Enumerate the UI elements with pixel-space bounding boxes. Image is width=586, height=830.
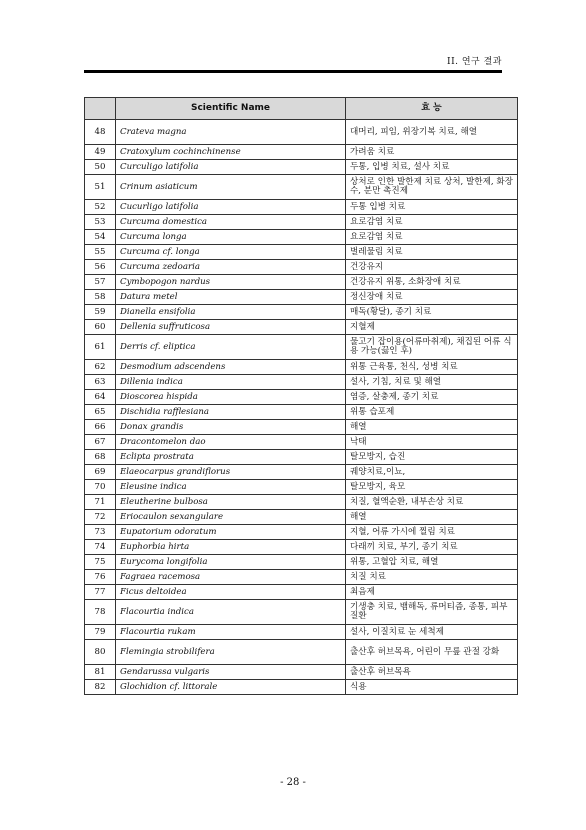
table-row bbox=[85, 390, 518, 405]
row-number: 80 bbox=[85, 640, 116, 665]
scientific-name: Datura metel bbox=[116, 290, 346, 305]
effect: 식용 bbox=[346, 680, 518, 695]
scientific-name: Dellenia suffruticosa bbox=[116, 320, 346, 335]
scientific-name: Flacourtia indica bbox=[116, 600, 346, 625]
row-number: 78 bbox=[85, 600, 116, 625]
table-row bbox=[85, 450, 518, 465]
effect: 위통 습포제 bbox=[346, 405, 518, 420]
scientific-name: Dillenia indica bbox=[116, 375, 346, 390]
row-number: 75 bbox=[85, 555, 116, 570]
effect: 지혈, 어류 가시에 찔림 치료 bbox=[346, 525, 518, 540]
effect: 지혈제 bbox=[346, 320, 518, 335]
effect: 설사, 기침, 치료 및 해열 bbox=[346, 375, 518, 390]
row-number: 60 bbox=[85, 320, 116, 335]
effect: 해열 bbox=[346, 420, 518, 435]
scientific-name: Flacourtia rukam bbox=[116, 625, 346, 640]
table-row bbox=[85, 245, 518, 260]
table-row bbox=[85, 600, 518, 625]
header-rule bbox=[84, 70, 502, 73]
table-row bbox=[85, 495, 518, 510]
col-header-effect: 효 능 bbox=[346, 98, 518, 120]
table-row bbox=[85, 215, 518, 230]
scientific-name: Eleutherine bulbosa bbox=[116, 495, 346, 510]
row-number: 79 bbox=[85, 625, 116, 640]
effect: 매독(황달), 종기 치료 bbox=[346, 305, 518, 320]
table-row bbox=[85, 510, 518, 525]
row-number: 50 bbox=[85, 160, 116, 175]
scientific-name: Fagraea racemosa bbox=[116, 570, 346, 585]
scientific-name: Curculigo latifolia bbox=[116, 160, 346, 175]
table-row bbox=[85, 305, 518, 320]
table-row bbox=[85, 360, 518, 375]
scientific-name: Euphorbia hirta bbox=[116, 540, 346, 555]
scientific-name: Eurycoma longifolia bbox=[116, 555, 346, 570]
table-row bbox=[85, 375, 518, 390]
effect: 위통, 고혈압 치료, 해열 bbox=[346, 555, 518, 570]
table-row bbox=[85, 570, 518, 585]
table-row bbox=[85, 120, 518, 145]
scientific-name: Cucurligo latifolia bbox=[116, 200, 346, 215]
scientific-name: Derris cf. eliptica bbox=[116, 335, 346, 360]
table-row bbox=[85, 420, 518, 435]
table-row bbox=[85, 405, 518, 420]
scientific-name: Eleusine indica bbox=[116, 480, 346, 495]
scientific-name: Flemingia strobilifera bbox=[116, 640, 346, 665]
row-number: 72 bbox=[85, 510, 116, 525]
table-row bbox=[85, 625, 518, 640]
row-number: 52 bbox=[85, 200, 116, 215]
col-header-no bbox=[85, 98, 116, 120]
col-header-scientific-name: Scientific Name bbox=[116, 98, 346, 120]
effect: 다래끼 치료, 부기, 종기 치료 bbox=[346, 540, 518, 555]
scientific-name: Eriocaulon sexangulare bbox=[116, 510, 346, 525]
row-number: 55 bbox=[85, 245, 116, 260]
effect: 두통 입병 치료 bbox=[346, 200, 518, 215]
scientific-name: Dracontomelon dao bbox=[116, 435, 346, 450]
row-number: 73 bbox=[85, 525, 116, 540]
table-row bbox=[85, 540, 518, 555]
effect: 물고기 잡이용(어류마취제), 채집된 어류 식용 가능(끓인 후) bbox=[346, 335, 518, 360]
row-number: 54 bbox=[85, 230, 116, 245]
row-number: 53 bbox=[85, 215, 116, 230]
scientific-name: Eclipta prostrata bbox=[116, 450, 346, 465]
row-number: 49 bbox=[85, 145, 116, 160]
row-number: 48 bbox=[85, 120, 116, 145]
effect: 벌레물림 치료 bbox=[346, 245, 518, 260]
table-row bbox=[85, 200, 518, 215]
scientific-name: Elaeocarpus grandiflorus bbox=[116, 465, 346, 480]
table-row bbox=[85, 480, 518, 495]
row-number: 58 bbox=[85, 290, 116, 305]
row-number: 57 bbox=[85, 275, 116, 290]
row-number: 65 bbox=[85, 405, 116, 420]
row-number: 67 bbox=[85, 435, 116, 450]
row-number: 51 bbox=[85, 175, 116, 200]
row-number: 74 bbox=[85, 540, 116, 555]
scientific-name: Curcuma cf. longa bbox=[116, 245, 346, 260]
row-number: 68 bbox=[85, 450, 116, 465]
effect: 건강유지 위통, 소화장애 치료 bbox=[346, 275, 518, 290]
table-row bbox=[85, 555, 518, 570]
row-number: 69 bbox=[85, 465, 116, 480]
effect: 출산후 허브목욕, 어린이 무릎 관절 강화 bbox=[346, 640, 518, 665]
effect: 탈모방지, 습진 bbox=[346, 450, 518, 465]
table-row bbox=[85, 260, 518, 275]
table-row bbox=[85, 465, 518, 480]
effect: 정신장애 치료 bbox=[346, 290, 518, 305]
effect: 설사, 이질치료 눈 세척제 bbox=[346, 625, 518, 640]
row-number: 66 bbox=[85, 420, 116, 435]
table-row bbox=[85, 230, 518, 245]
table-row bbox=[85, 680, 518, 695]
row-number: 77 bbox=[85, 585, 116, 600]
effect: 낙태 bbox=[346, 435, 518, 450]
table-row bbox=[85, 320, 518, 335]
effect: 기생충 치료, 뱀해독, 류머티즘, 종통, 피부 질환 bbox=[346, 600, 518, 625]
table-header-row bbox=[85, 98, 518, 120]
scientific-name: Crateva magna bbox=[116, 120, 346, 145]
effect: 최음제 bbox=[346, 585, 518, 600]
scientific-name: Glochidion cf. littorale bbox=[116, 680, 346, 695]
scientific-name: Donax grandis bbox=[116, 420, 346, 435]
effect: 위통 근육통, 천식, 성병 치료 bbox=[346, 360, 518, 375]
effect: 탈모방지, 육모 bbox=[346, 480, 518, 495]
table-row bbox=[85, 160, 518, 175]
row-number: 71 bbox=[85, 495, 116, 510]
effect: 요로감염 치료 bbox=[346, 215, 518, 230]
effect: 궤양치료,이뇨, bbox=[346, 465, 518, 480]
scientific-name: Curcuma zedoaria bbox=[116, 260, 346, 275]
row-number: 59 bbox=[85, 305, 116, 320]
effect: 상처로 인한 발한제 치료 상처, 발한제, 화장수, 분만 촉진제 bbox=[346, 175, 518, 200]
scientific-name: Gendarussa vulgaris bbox=[116, 665, 346, 680]
effect: 가려움 치료 bbox=[346, 145, 518, 160]
table-row bbox=[85, 145, 518, 160]
scientific-name: Curcuma longa bbox=[116, 230, 346, 245]
scientific-name: Eupatorium odoratum bbox=[116, 525, 346, 540]
effect: 염증, 살충제, 종기 치료 bbox=[346, 390, 518, 405]
scientific-name: Cratoxylum cochinchinense bbox=[116, 145, 346, 160]
row-number: 81 bbox=[85, 665, 116, 680]
table-row bbox=[85, 585, 518, 600]
table-row bbox=[85, 275, 518, 290]
row-number: 62 bbox=[85, 360, 116, 375]
effect: 치질, 혈액순환, 내부손상 치료 bbox=[346, 495, 518, 510]
row-number: 61 bbox=[85, 335, 116, 360]
table-row bbox=[85, 640, 518, 665]
effect: 대머리, 피임, 위장기복 치료, 해열 bbox=[346, 120, 518, 145]
table-row bbox=[85, 175, 518, 200]
row-number: 63 bbox=[85, 375, 116, 390]
medicinal-plant-table bbox=[84, 97, 518, 695]
effect: 출산후 허브목욕 bbox=[346, 665, 518, 680]
row-number: 70 bbox=[85, 480, 116, 495]
row-number: 82 bbox=[85, 680, 116, 695]
scientific-name: Desmodium adscendens bbox=[116, 360, 346, 375]
row-number: 56 bbox=[85, 260, 116, 275]
scientific-name: Dioscorea hispida bbox=[116, 390, 346, 405]
row-number: 76 bbox=[85, 570, 116, 585]
table-row bbox=[85, 525, 518, 540]
effect: 해열 bbox=[346, 510, 518, 525]
scientific-name: Cymbopogon nardus bbox=[116, 275, 346, 290]
scientific-name: Dianella ensifolia bbox=[116, 305, 346, 320]
scientific-name: Ficus deltoidea bbox=[116, 585, 346, 600]
row-number: 64 bbox=[85, 390, 116, 405]
table-row bbox=[85, 665, 518, 680]
section-header: II. 연구 결과 bbox=[447, 57, 502, 67]
effect: 요로감염 치료 bbox=[346, 230, 518, 245]
table-row bbox=[85, 290, 518, 305]
table-row bbox=[85, 335, 518, 360]
table-row bbox=[85, 435, 518, 450]
page-number: - 28 - bbox=[280, 777, 306, 788]
effect: 건강유지 bbox=[346, 260, 518, 275]
effect: 두통, 입병 치료, 설사 치료 bbox=[346, 160, 518, 175]
scientific-name: Crinum asiaticum bbox=[116, 175, 346, 200]
scientific-name: Curcuma domestica bbox=[116, 215, 346, 230]
scientific-name: Dischidia rafflesiana bbox=[116, 405, 346, 420]
effect: 치질 치료 bbox=[346, 570, 518, 585]
